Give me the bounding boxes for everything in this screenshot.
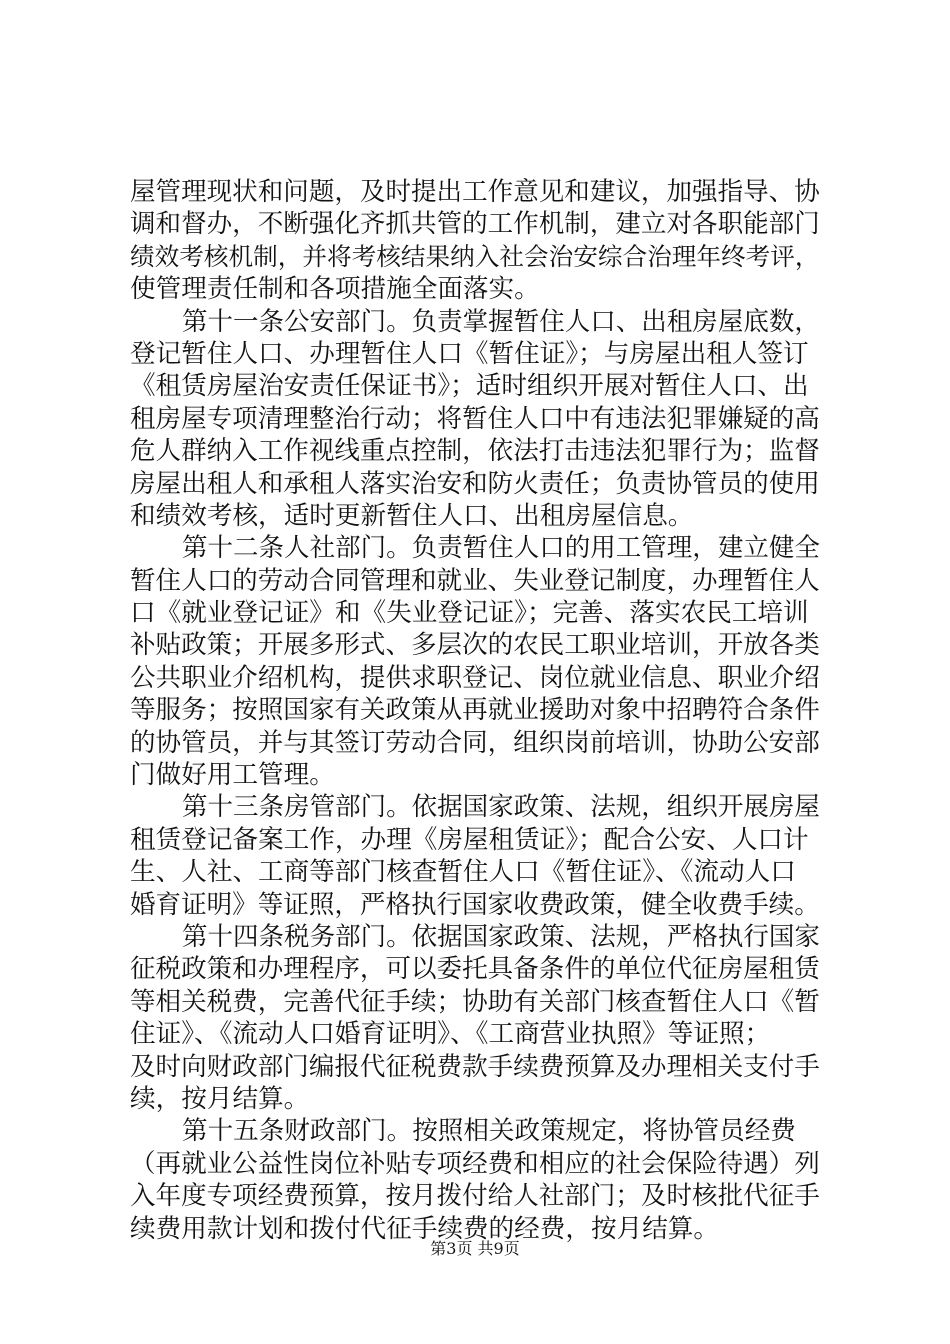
text-line: 危人群纳入工作视线重点控制，依法打击违法犯罪行为；监督 [130, 436, 820, 467]
paragraph-start-line: 第十一条公安部门。负责掌握暂住人口、出租房屋底数， [182, 306, 820, 337]
document-body [130, 176, 830, 1245]
text-line: 等服务；按照国家有关政策从再就业援助对象中招聘符合条件 [130, 695, 820, 726]
text-line: 住证》、《流动人口婚育证明》、《工商营业执照》等证照； [130, 1019, 771, 1050]
paragraph-start-line: 第十四条税务部门。依据国家政策、法规，严格执行国家 [182, 921, 820, 952]
text-line: 门做好用工管理。 [130, 760, 335, 791]
text-line: 暂住人口的劳动合同管理和就业、失业登记制度，办理暂住人 [130, 565, 820, 596]
text-line: 登记暂住人口、办理暂住人口《暂住证》；与房屋出租人签订 [130, 338, 809, 369]
paragraph-start-line: 第十五条财政部门。按照相关政策规定，将协管员经费 [182, 1116, 796, 1147]
text-line: 和绩效考核，适时更新暂住人口、出租房屋信息。 [130, 500, 694, 531]
text-line: 补贴政策；开展多形式、多层次的农民工职业培训，开放各类 [130, 630, 820, 661]
text-line: 的协管员，并与其签订劳动合同，组织岗前培训，协助公安部 [130, 727, 820, 758]
text-line: 租赁登记备案工作，办理《房屋租赁证》；配合公安、人口计 [130, 824, 809, 855]
paragraph-start-line: 第十二条人社部门。负责暂住人口的用工管理，建立健全 [182, 533, 820, 564]
text-line: 《租赁房屋治安责任保证书》；适时组织开展对暂住人口、出 [130, 371, 809, 402]
text-line: 续，按月结算。 [130, 1083, 310, 1114]
text-line: 婚育证明》等证照，严格执行国家收费政策，健全收费手续。 [130, 889, 820, 920]
text-line: 等相关税费，完善代征手续；协助有关部门核查暂住人口《暂 [130, 986, 820, 1017]
text-line: 使管理责任制和各项措施全面落实。 [130, 274, 540, 305]
text-line: 续费用款计划和拨付代征手续费的经费，按月结算。 [130, 1213, 720, 1244]
text-line: 调和督办，不断强化齐抓共管的工作机制，建立对各职能部门 [130, 209, 820, 240]
text-line: 入年度专项经费预算，按月拨付给人社部门；及时核批代征手 [130, 1181, 820, 1212]
text-line: 房屋出租人和承租人落实治安和防火责任；负责协管员的使用 [130, 468, 820, 499]
text-line: 绩效考核机制，并将考核结果纳入社会治安综合治理年终考评， [130, 241, 820, 271]
text-line: 生、人社、工商等部门核查暂住人口《暂住证》、《流动人口 [130, 857, 796, 888]
text-line: 征税政策和办理程序，可以委托具备条件的单位代征房屋租赁 [130, 954, 820, 985]
text-line: 及时向财政部门编报代征税费款手续费预算及办理相关支付手 [130, 1051, 820, 1082]
paragraph-start-line: 第十三条房管部门。依据国家政策、法规，组织开展房屋 [182, 792, 820, 823]
text-line: 公共职业介绍机构，提供求职登记、岗位就业信息、职业介绍 [130, 662, 820, 693]
text-line: 屋管理现状和问题，及时提出工作意见和建议，加强指导、协 [130, 177, 820, 207]
text-line: 租房屋专项清理整治行动；将暂住人口中有违法犯罪嫌疑的高 [130, 403, 820, 434]
text-line: 口《就业登记证》和《失业登记证》；完善、落实农民工培训 [130, 598, 809, 629]
text-line: （再就业公益性岗位补贴专项经费和相应的社会保险待遇）列 [130, 1148, 820, 1179]
page-footer: 第3页 共9页 [430, 1239, 520, 1258]
